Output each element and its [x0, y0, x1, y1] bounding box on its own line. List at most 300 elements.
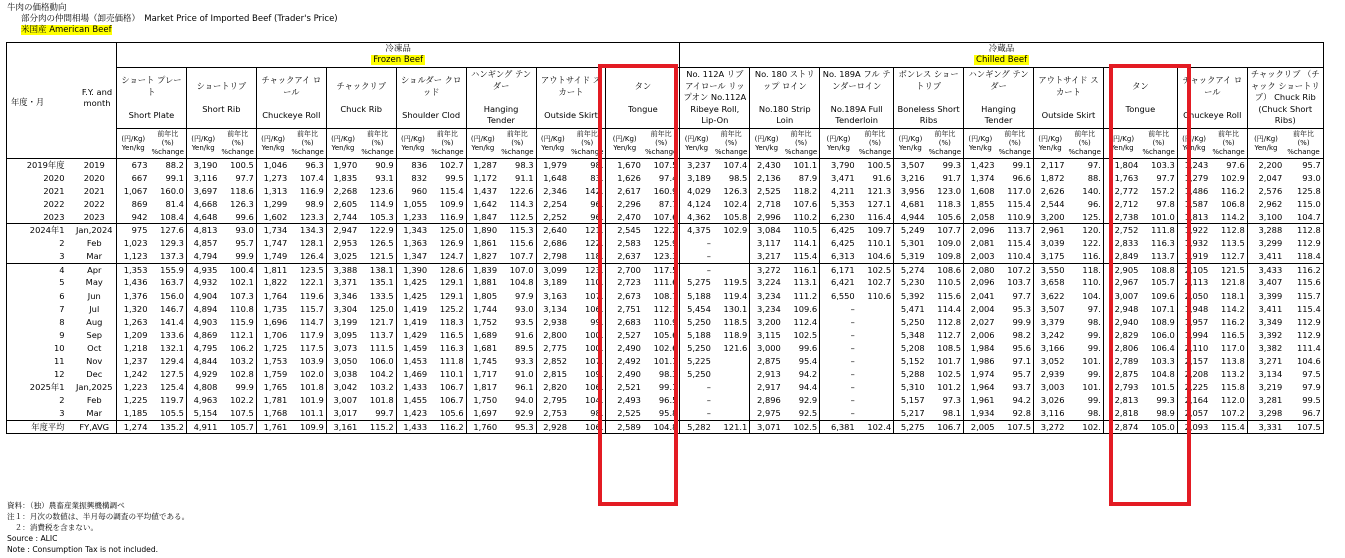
change-cell: 99.3 [1156, 395, 1175, 406]
change-cell: 101.7 [937, 356, 962, 367]
price-cell: 3,304 [326, 303, 359, 316]
price-cell: 2,208 [1177, 368, 1210, 381]
change-cell: 95.8 [658, 408, 678, 419]
change-cell: 112.0 [1220, 395, 1245, 406]
price-cell: 1,948 [1177, 303, 1210, 316]
price-cell: 1,390 [396, 263, 429, 276]
price-cell: 3,073 [326, 342, 359, 355]
price-cell: 3,052 [1033, 355, 1066, 368]
price-cell: 1,919 [1177, 250, 1210, 263]
footnote-source-en: Source : ALIC [7, 534, 58, 543]
price-cell: 2,967 [1103, 276, 1140, 289]
price-cell: 2,200 [1247, 159, 1284, 172]
unit-yen: (円/Kg) Yen/kg [606, 129, 643, 159]
price-cell: – [820, 407, 857, 420]
price-cell: 4,375 [680, 224, 713, 237]
row-period: 2021 [7, 185, 73, 198]
unit-pct: 前年比 (%) %change [219, 129, 256, 159]
change-cell: 116.1 [783, 263, 820, 276]
change-cell: 114.3 [509, 198, 534, 209]
price-cell: 3,000 [750, 342, 783, 355]
row-fy: 2022 [83, 198, 105, 209]
change-cell: 83. [590, 172, 604, 183]
price-cell: 1,681 [466, 342, 499, 355]
report-header [7, 3, 338, 36]
change-cell: 115.7 [1284, 289, 1323, 302]
change-cell: 97.4 [658, 172, 678, 183]
change-cell: 116.2 [429, 420, 466, 433]
price-cell: 2,875 [750, 355, 783, 368]
price-cell: 1,648 [536, 172, 569, 185]
unit-yen: (円/Kg) Yen/kg [1247, 129, 1284, 159]
change-cell [713, 355, 750, 368]
price-cell: 2,096 [964, 276, 997, 289]
unit-pct: 前年比 (%) %change [713, 129, 750, 159]
change-cell: 108.6 [927, 263, 964, 276]
unit-yen: (円/Kg) Yen/kg [894, 129, 927, 159]
change-cell: 102.6 [653, 342, 678, 353]
change-cell: 92.9 [515, 408, 534, 419]
change-cell: 96. [590, 198, 604, 209]
price-cell: 4,681 [894, 198, 927, 211]
change-cell: 133.5 [369, 290, 394, 301]
price-cell: 673 [117, 159, 150, 172]
price-cell: 3,199 [326, 316, 359, 329]
price-cell: 6,425 [820, 237, 857, 250]
price-cell: 5,217 [894, 407, 927, 420]
change-cell [857, 316, 894, 329]
price-cell: 1,587 [1177, 198, 1210, 211]
row-period: 10 [7, 342, 73, 355]
price-cell: 1,932 [1177, 237, 1210, 250]
price-cell: 1,764 [256, 289, 289, 302]
change-cell: 104.8 [1151, 369, 1175, 380]
price-cell: 3,007 [1103, 289, 1140, 302]
change-cell: 102.0 [300, 369, 324, 380]
change-cell: 102.5 [793, 329, 818, 340]
price-cell: 4,894 [186, 303, 219, 316]
price-cell: 1,890 [466, 224, 499, 237]
change-cell: 119.4 [723, 290, 748, 301]
change-cell: 116. [1082, 251, 1101, 262]
change-cell: 99.6 [235, 211, 254, 222]
change-cell: 107.4 [713, 159, 750, 172]
price-cell: 5,471 [894, 303, 927, 316]
price-cell: 4,808 [186, 381, 219, 394]
price-cell: 2,961 [1033, 224, 1066, 237]
change-cell: 155.9 [150, 263, 187, 276]
change-cell: 125.2 [439, 303, 464, 314]
chilled-group-header [680, 43, 1323, 68]
origin-label: 米国産 American Beef [21, 25, 112, 35]
price-cell: 5,250 [680, 368, 713, 381]
price-cell: – [820, 355, 857, 368]
change-cell: 110. [584, 277, 604, 288]
change-cell: 112.9 [1284, 329, 1323, 342]
change-cell: 98.1 [942, 408, 962, 419]
price-cell: 4,029 [680, 185, 713, 198]
price-cell: 1,750 [466, 394, 499, 407]
price-cell: 5,275 [894, 420, 927, 433]
change-cell: 126.5 [369, 238, 394, 249]
fy-label: F.Y. and month [81, 87, 113, 108]
change-cell [857, 355, 894, 368]
price-cell: 1,209 [117, 329, 150, 342]
row-fy: Mar [86, 408, 103, 419]
price-cell: 1,067 [117, 185, 150, 198]
change-cell: 99. [1087, 342, 1101, 353]
price-cell: 3,234 [750, 303, 783, 316]
price-cell: 3,382 [1247, 342, 1284, 355]
price-cell: 2,525 [750, 185, 783, 198]
row-period: 5 [7, 276, 73, 289]
chilled-label-ja: 冷蔵品 [988, 44, 1015, 55]
price-cell: 1,353 [117, 263, 150, 276]
price-cell: – [680, 394, 713, 407]
change-cell: 112.1 [230, 329, 254, 340]
price-cell: – [820, 329, 857, 342]
change-cell: 117.0 [1220, 342, 1245, 353]
header-subtitle: 部分肉の仲間相場（卸売価格） Market Price of Imported Beef (Trader's Price) [21, 14, 338, 24]
price-cell: 3,175 [1033, 250, 1066, 263]
change-cell: 121.6 [723, 342, 748, 353]
price-cell: 3,071 [750, 420, 783, 433]
price-cell: 3,042 [326, 381, 359, 394]
price-cell: 3,134 [1247, 368, 1284, 381]
change-cell: 106.7 [927, 420, 964, 433]
change-cell: 123.3 [653, 251, 678, 262]
price-cell: 1,274 [117, 420, 150, 433]
change-cell: 115.7 [300, 303, 324, 314]
price-cell: – [680, 263, 713, 276]
change-cell: 101. [1082, 356, 1101, 367]
price-cell: 3,471 [820, 172, 857, 185]
row-fy: Nov [86, 356, 103, 367]
change-cell: 121.7 [369, 316, 394, 327]
change-cell: 102.4 [857, 420, 894, 433]
change-cell: 100.4 [219, 263, 256, 276]
price-cell: 1,185 [117, 407, 150, 420]
frozen-label-ja: 冷凍品 [385, 44, 411, 55]
tongue-frozen-highlight [598, 64, 678, 506]
cut-header-8: No. 112A リブアイロール リップオン No.112A Ribeye Roll, Lip-On [680, 68, 750, 129]
change-cell: 97.6 [1210, 159, 1247, 172]
change-cell: 115.6 [1284, 276, 1323, 289]
change-cell: 104. [584, 395, 604, 406]
change-cell: 121.1 [713, 420, 750, 433]
price-cell: 2,849 [1103, 250, 1140, 263]
change-cell: 98.3 [658, 369, 678, 380]
price-cell: 1,046 [256, 159, 289, 172]
change-cell [857, 303, 894, 316]
price-cell: 1,970 [326, 159, 359, 172]
change-cell: 107.2 [997, 263, 1034, 276]
price-cell: 2,752 [1103, 224, 1140, 237]
price-cell: 1,805 [466, 289, 499, 302]
footnote-tax-en: Note : Consumption Tax is not included. [7, 545, 159, 554]
change-cell: 91.6 [872, 172, 892, 183]
change-cell: 118.9 [723, 329, 748, 340]
change-cell: 102.7 [867, 277, 892, 288]
row-period: 7 [7, 303, 73, 316]
price-cell: 1,273 [256, 172, 289, 185]
price-cell: 2,430 [750, 159, 783, 172]
price-cell: 1,753 [256, 355, 289, 368]
price-cell: 1,835 [326, 172, 359, 185]
change-cell: 104.8 [509, 277, 534, 288]
price-cell: 1,469 [396, 368, 429, 381]
change-cell: 106.0 [369, 356, 394, 367]
price-cell: 1,225 [117, 394, 150, 407]
change-cell: 97.3 [942, 395, 962, 406]
unit-yen: (円/Kg) Yen/kg [396, 129, 429, 159]
change-cell: 90.9 [359, 159, 396, 172]
change-cell: 119.6 [300, 290, 324, 301]
price-cell: 1,994 [1177, 329, 1210, 342]
change-cell: 108.8 [1140, 263, 1177, 276]
price-cell: 2,686 [536, 237, 569, 250]
change-cell: 123.3 [300, 211, 324, 222]
tongue-chilled-highlight [1109, 64, 1191, 506]
price-cell: 5,348 [894, 329, 927, 342]
change-cell: 105.6 [439, 408, 464, 419]
price-cell: 1,759 [256, 368, 289, 381]
change-cell: 102.4 [723, 198, 748, 209]
change-cell: 115.3 [499, 224, 536, 237]
change-cell: 98.5 [728, 172, 748, 183]
price-cell: 4,929 [186, 368, 219, 381]
price-cell: 1,760 [466, 420, 499, 433]
change-cell: 112.7 [937, 329, 962, 340]
change-cell: 116.9 [439, 211, 464, 222]
change-cell: 126.9 [439, 238, 464, 249]
price-cell: 5,274 [894, 263, 927, 276]
price-cell: – [680, 237, 713, 250]
price-cell: 3,117 [750, 237, 783, 250]
price-cell: 1,626 [606, 172, 643, 185]
footnote-note-2: ２：消費税を含まない。 [7, 523, 99, 532]
price-cell: 2,047 [1247, 172, 1284, 185]
unit-yen: (円/Kg) Yen/kg [326, 129, 359, 159]
change-cell: 129.4 [160, 356, 184, 367]
price-cell: 3,288 [1247, 224, 1284, 237]
change-cell: 115.0 [1284, 198, 1323, 211]
price-cell: 1,218 [117, 342, 150, 355]
row-period: 2 [7, 394, 73, 407]
unit-pct: 前年比 (%) %change [857, 129, 894, 159]
change-cell: 122. [584, 238, 604, 249]
change-cell: 105.3 [369, 211, 394, 222]
price-cell: 1,706 [256, 329, 289, 342]
price-cell: 3,790 [820, 159, 857, 172]
price-cell: 2,753 [536, 407, 569, 420]
change-cell: 102.9 [1220, 172, 1245, 183]
price-cell: 1,817 [466, 381, 499, 394]
price-cell: 2,081 [964, 237, 997, 250]
change-cell: 93.0 [515, 303, 534, 314]
change-cell: 95.7 [1012, 369, 1031, 380]
change-cell: 101.5 [1151, 382, 1175, 393]
price-cell: 1,804 [1103, 159, 1140, 172]
change-cell: 97.9 [1284, 381, 1323, 394]
change-cell: 137.3 [160, 251, 184, 262]
change-cell: 107.6 [793, 198, 818, 209]
unit-yen: (円/Kg) Yen/kg [256, 129, 289, 159]
change-cell: 100. [584, 342, 604, 353]
unit-pct: 前年比 (%) %change [569, 129, 606, 159]
change-cell: 105.6 [653, 329, 678, 340]
change-cell [713, 394, 750, 407]
change-cell: 97.1 [1012, 356, 1031, 367]
change-cell: 107.4 [300, 172, 324, 183]
cut-header-1: ショートリブ Short Rib [186, 68, 256, 129]
change-cell: 95.4 [798, 356, 818, 367]
unit-pct: 前年比 (%) %change [783, 129, 820, 159]
price-cell: 2,096 [964, 224, 997, 237]
change-cell: 99. [1087, 395, 1101, 406]
price-cell: 1,765 [256, 381, 289, 394]
price-cell: 2,527 [606, 329, 643, 342]
change-cell: 110.8 [230, 303, 254, 314]
change-cell: 104.7 [1284, 211, 1323, 224]
change-cell: 112.5 [509, 211, 534, 222]
price-cell: 4,124 [680, 198, 713, 211]
change-cell: 103.7 [1007, 277, 1031, 288]
change-cell: 101.0 [1151, 211, 1175, 222]
price-cell: 1,839 [466, 263, 499, 276]
row-fy: 2021 [83, 185, 105, 196]
price-cell: 2,525 [606, 407, 643, 420]
unit-pct: 前年比 (%) %change [499, 129, 536, 159]
change-cell: 103.9 [300, 356, 324, 367]
change-cell: 109.9 [439, 198, 464, 209]
row-period: 2023 [7, 211, 73, 224]
price-cell: 3,622 [1033, 289, 1066, 302]
change-cell: 102.8 [230, 369, 254, 380]
unit-pct: 前年比 (%) %change [1210, 129, 1247, 159]
change-cell: 111.4 [1284, 342, 1323, 355]
price-cell: 4,869 [186, 329, 219, 342]
row-period: 2020 [7, 172, 73, 185]
change-cell: 111.8 [439, 356, 464, 367]
change-cell: 94.4 [798, 382, 818, 393]
footnotes [7, 500, 189, 555]
row-period: 9 [7, 329, 73, 342]
change-cell: 106. [584, 303, 604, 314]
price-cell: 1,744 [466, 303, 499, 316]
change-cell: 110.6 [867, 290, 892, 301]
price-cell: 1,419 [396, 316, 429, 329]
row-period: 2022 [7, 198, 73, 211]
price-cell: 2,718 [750, 198, 783, 211]
change-cell: 102.5 [783, 420, 820, 433]
price-cell: 1,725 [256, 342, 289, 355]
price-cell: 2,058 [964, 211, 997, 224]
change-cell: 105.7 [219, 420, 256, 433]
unit-pct: 前年比 (%) %change [429, 129, 466, 159]
change-cell: 107.0 [499, 263, 536, 276]
price-cell: 2,793 [1103, 381, 1140, 394]
change-cell: 96.6 [1012, 172, 1031, 183]
price-cell: 2,751 [606, 303, 643, 316]
change-cell: 94.2 [1012, 395, 1031, 406]
change-cell: 94.2 [798, 369, 818, 380]
price-cell: 2,852 [536, 355, 569, 368]
price-cell: 4,963 [186, 394, 219, 407]
row-fy: Jun [87, 290, 101, 301]
change-cell: 109.8 [937, 251, 962, 262]
price-cell: 2,953 [326, 237, 359, 250]
price-cell: 2,490 [606, 368, 643, 381]
change-cell: 126.3 [723, 185, 748, 196]
price-cell: 2,346 [536, 185, 569, 198]
unit-yen: (円/Kg) Yen/kg [1103, 129, 1140, 159]
price-cell: 942 [117, 211, 150, 224]
change-cell: 106.8 [1220, 198, 1245, 209]
price-cell: 4,944 [894, 211, 927, 224]
price-cell: 1,811 [256, 263, 289, 276]
price-cell: 1,813 [1177, 211, 1210, 224]
frozen-group-header [117, 43, 680, 68]
price-cell: 5,288 [894, 368, 927, 381]
change-cell: 96.1 [515, 382, 534, 393]
change-cell: 107.5 [997, 420, 1034, 433]
price-cell: 1,363 [396, 237, 429, 250]
change-cell: 92.9 [798, 395, 818, 406]
price-cell: 832 [396, 172, 429, 185]
change-cell: 108.7 [653, 290, 678, 301]
price-cell: 3,234 [750, 289, 783, 302]
change-cell: 113.7 [1151, 251, 1175, 262]
change-cell: 115.8 [1220, 382, 1245, 393]
price-cell: – [820, 381, 857, 394]
row-fy: Dec [86, 369, 103, 380]
unit-yen: (円/Kg) Yen/kg [964, 129, 997, 159]
change-cell: 116.4 [867, 211, 892, 222]
change-cell: 115.6 [509, 238, 534, 249]
row-period: 2025年1 [7, 381, 73, 394]
change-cell: 115.4 [1007, 238, 1031, 249]
cut-header-3: チャックリブ Chuck Rib [326, 68, 396, 129]
price-cell: 5,301 [894, 237, 927, 250]
change-cell: 134.3 [289, 224, 326, 237]
change-cell: 91.6 [515, 329, 534, 340]
change-cell: 111.5 [369, 342, 394, 353]
price-cell: 2,492 [606, 355, 643, 368]
change-cell: 117.0 [1007, 185, 1031, 196]
row-period: 6 [7, 289, 73, 302]
price-cell: 5,157 [894, 394, 927, 407]
price-cell: 1,437 [466, 185, 499, 198]
change-cell: 97.9 [515, 290, 534, 301]
change-cell: 98.2 [1012, 329, 1031, 340]
change-cell: 160.0 [160, 185, 184, 196]
change-cell: 110.5 [783, 224, 820, 237]
price-cell: 2,905 [1103, 263, 1140, 276]
price-cell: 3,116 [186, 172, 219, 185]
price-cell: 2,521 [606, 381, 643, 394]
change-cell: 122.1 [300, 277, 324, 288]
change-cell: 95.7 [1284, 159, 1323, 172]
change-cell: 104.6 [1284, 355, 1323, 368]
price-cell: 3,189 [536, 276, 569, 289]
change-cell: 93.3 [515, 356, 534, 367]
price-cell: 2,576 [1247, 185, 1284, 198]
change-cell: 104. [1082, 290, 1101, 301]
change-cell: 101. [1082, 382, 1101, 393]
unit-pct: 前年比 (%) %change [150, 129, 187, 159]
change-cell: 125.0 [369, 303, 394, 314]
